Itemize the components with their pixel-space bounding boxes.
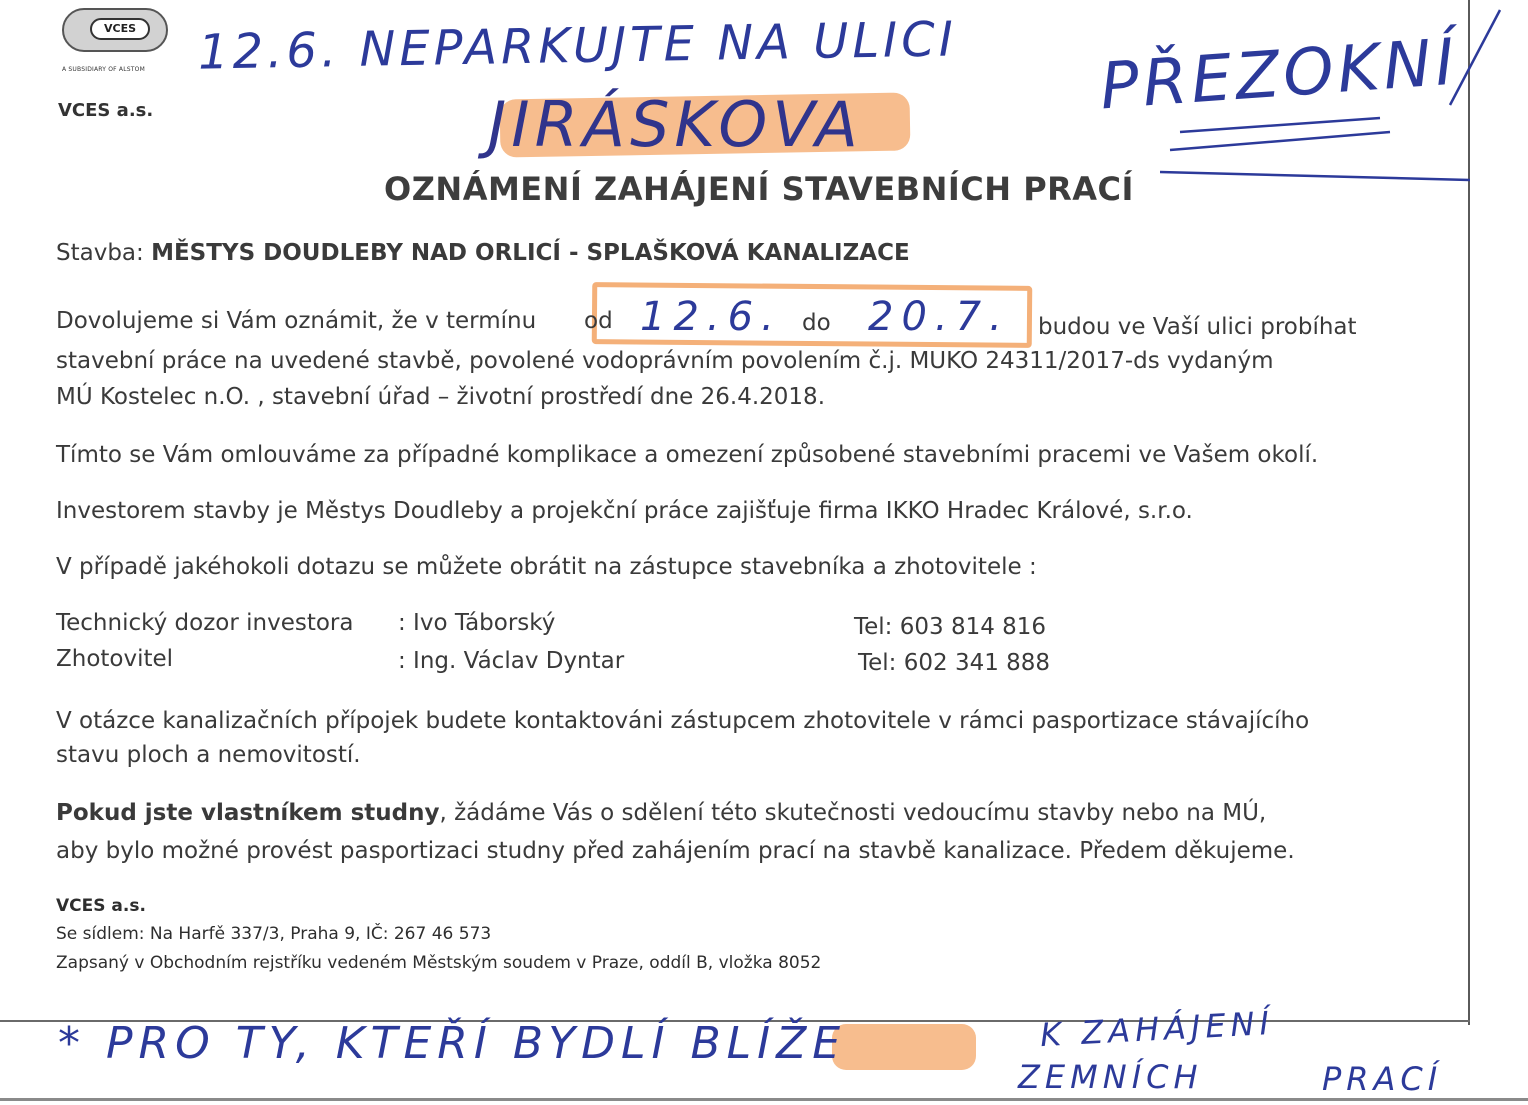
well-owner-rest: , žádáme Vás o sdělení této skutečnosti vedoucímu stavby nebo na MÚ, (439, 800, 1267, 826)
paragraph-term-line2: stavební práce na uvedené stavbě, povolené vodoprávním povolením č.j. MUKO 24311/2017-ds vydaným (56, 348, 1274, 374)
blize-highlight (832, 1024, 976, 1070)
paragraph-investor: Investorem stavby je Městys Doudleby a projekční práce zajišťuje firma IKKO Hradec Králové, s.r.o. (56, 498, 1193, 524)
handwritten-bottom-note: * PRO TY, KTEŘÍ BYDLÍ BLÍŽE (58, 1018, 847, 1069)
handwritten-bottom-note-3: ZEMNÍCH (1018, 1058, 1203, 1096)
contact-role-2: Zhotovitel (56, 646, 174, 672)
handwritten-date-from: 12.6. (640, 294, 782, 340)
logo-tagline: A SUBSIDIARY OF ALSTOM (62, 66, 145, 73)
paragraph-term-a: Dovolujeme si Vám oznámit, že v termínu (56, 308, 537, 334)
stavba-label: Stavba: (56, 240, 152, 266)
paragraph-connections-line1: V otázce kanalizačních přípojek budete kontaktováni zástupcem zhotovitele v rámci pasportizace stávajícího (56, 708, 1310, 734)
contact-name-1: : Ivo Táborský (398, 610, 556, 636)
paragraph-apology: Tímto se Vám omlouváme za případné komplikace a omezení způsobené stavebními pracemi ve Vašem okolí. (56, 442, 1319, 468)
stavba-line (56, 240, 910, 266)
handwritten-bottom-note-2: K ZAHÁJENÍ (1039, 1003, 1275, 1055)
contact-name-2: : Ing. Václav Dyntar (398, 648, 625, 674)
handwritten-street-name: JIRÁSKOVA (488, 88, 863, 161)
vces-logo (62, 8, 174, 73)
contact-role-1: Technický dozor investora (56, 610, 354, 636)
handwritten-bottom-note-4: PRACÍ (1322, 1060, 1443, 1098)
handwritten-underline (1160, 110, 1480, 190)
handwritten-stroke (1440, 0, 1510, 110)
footer-address: Se sídlem: Na Harfě 337/3, Praha 9, IČ: 267 46 573 (56, 924, 492, 944)
paragraph-well-line2: aby bylo možné provést pasportizaci studny před zahájením prací na stavbě kanalizace. Předem děkujeme. (56, 838, 1295, 864)
contact-tel-1: Tel: 603 814 816 (854, 614, 1047, 640)
page-title: OZNÁMENÍ ZAHÁJENÍ STAVEBNÍCH PRACÍ (384, 170, 1134, 208)
paragraph-connections-line2: stavu ploch a nemovitostí. (56, 742, 361, 768)
paragraph-term-od: od (584, 308, 613, 334)
stavba-name: MĚSTYS DOUDLEBY NAD ORLICÍ - SPLAŠKOVÁ KANALIZACE (151, 240, 910, 266)
contact-tel-2: Tel: 602 341 888 (858, 650, 1051, 676)
paragraph-well-line1 (56, 800, 1266, 826)
scan-edge-line (0, 1098, 1528, 1101)
handwritten-move-note: PŘEZOKNÍ (1097, 25, 1461, 125)
paragraph-term-line3: MÚ Kostelec n.O. , stavební úřad – životní prostředí dne 26.4.2018. (56, 384, 826, 410)
handwritten-parking-note: 12.6. NEPARKUJTE NA ULICI (197, 11, 958, 81)
well-owner-bold: Pokud jste vlastníkem studny (56, 800, 440, 826)
paragraph-term-do: do (802, 310, 831, 336)
footer-company: VCES a.s. (56, 896, 146, 916)
paragraph-term-b: budou ve Vaší ulici probíhat (1038, 314, 1357, 340)
logo-text: VCES (90, 18, 150, 40)
footer-register: Zapsaný v Obchodním rejstříku vedeném Městským soudem v Praze, oddíl B, vložka 8052 (56, 953, 822, 973)
handwritten-date-to: 20.7. (868, 294, 1010, 340)
company-name-top: VCES a.s. (58, 100, 154, 121)
paragraph-contact-intro: V případě jakéhokoli dotazu se můžete obrátit na zástupce stavebníka a zhotovitele : (56, 554, 1037, 580)
